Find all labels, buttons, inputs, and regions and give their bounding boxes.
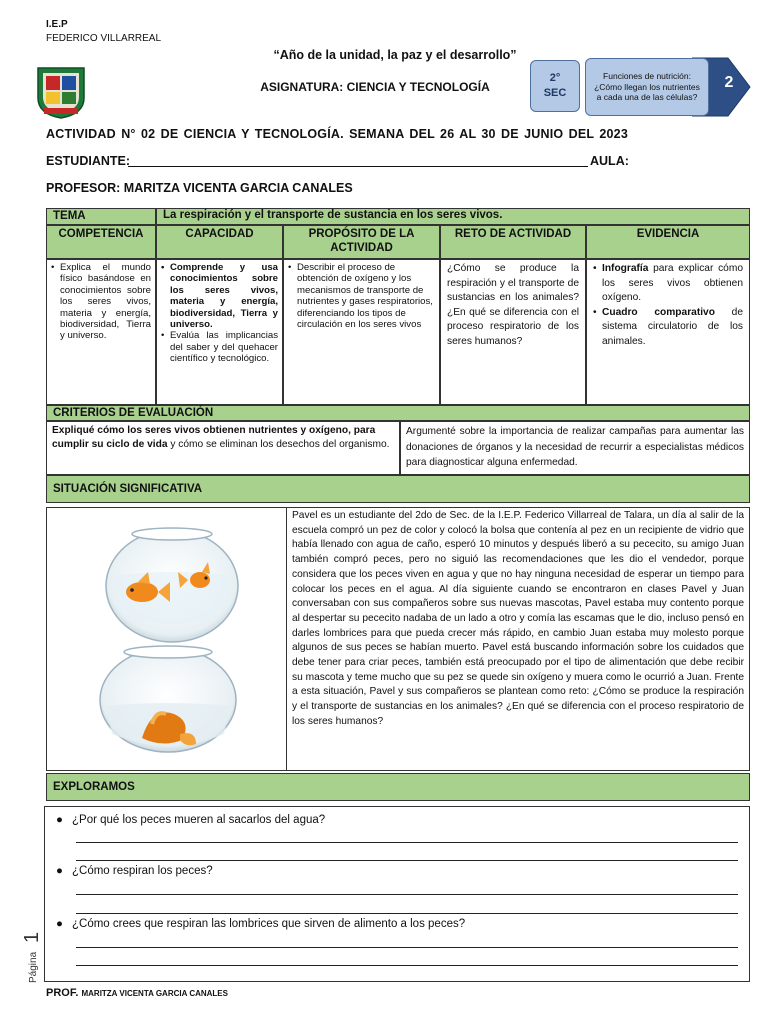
- header-capacidad: CAPACIDAD: [156, 225, 283, 259]
- competencia-text: • Explica el mundo físico basándose en conocimientos sobre los seres vivos, materia y energía, biodiversidad, Tierra y universo.: [51, 262, 151, 342]
- answer-line-2b[interactable]: [76, 913, 738, 914]
- answer-line-3a[interactable]: [76, 947, 738, 948]
- cell-proposito: [283, 259, 440, 405]
- header-competencia: COMPETENCIA: [46, 225, 156, 259]
- school-name: [46, 18, 161, 46]
- school-line-2: FEDERICO VILLARREAL: [46, 33, 162, 44]
- teacher-name: PROFESOR: MARITZA VICENTA GARCIA CANALES: [46, 181, 353, 195]
- fishbowl-healthy-image: [100, 520, 244, 644]
- aula-label: AULA:: [590, 154, 629, 168]
- capacidad-item-2: • Evalúa las implicancias del saber y del quehacer científico y tecnológico.: [161, 330, 278, 364]
- question-1-text: ¿Por qué los peces mueren al sacarlos del agua?: [72, 814, 326, 826]
- evidencia-2-bold: Cuadro comparativo: [602, 306, 715, 318]
- activity-title: ACTIVIDAD N° 02 DE CIENCIA Y TECNOLOGÍA. SEMANA DEL 26 AL 30 DE JUNIO DEL 2023: [46, 127, 628, 141]
- situacion-text: Pavel es un estudiante del 2do de Sec. de la I.E.P. Federico Villarreal de Talara, un día al salir de la escuela compró un pez de color y colocó la bolsa que contenía al pez en un recipiente de vidrio que había llenado con agua de caño, esperó 10 minutos y después liberó a su pececito, su amigo Juan también compró peces, pero no siguió las recomendaciones que les dio el vendedor, porque considera que los peces viven en agua y que no hay ninguna necesidad de esperar un tiempo para colocar los peces en el agua. Al día siguiente cuando se encontraron en clases Pavel y Juan conversaban con sus compañeros sobre sus nuevas mascotas, Pavel estaba muy contento porque al despertar su pececito nadaba de un lado a otro y comía las escamas que le dio, incluso pensó en darles lombrices para que pueda crecer más rápido, en cambio Juan estaba muy molesto porque algunos de sus peces se habían muerto. Pavel está buscando información sobre los cuidados que debe tener para criar peces, también está preocupado por el tipo de alimentación que debe recibir su mascota y teme mucho que su pez se quede sin oxígeno y muera como le ocurrió a Juan. Frente a esta situación, Pavel y sus compañeros se plantean como reto: ¿Cómo se produce la respiración y el transporte de sustancias en los animales? ¿En qué se diferencia con el proceso respiratorio de los seres humanos?: [292, 510, 744, 727]
- reto-text: ¿Cómo se produce la respiración y el transporte de sustancias en los animales? ¿En qué se diferencia con el proceso respiratorio de los seres humanos?: [447, 263, 579, 347]
- school-crest-icon: [34, 64, 88, 120]
- question-3-text: ¿Cómo crees que respiran las lombrices que sirven de alimento a los peces?: [72, 918, 466, 930]
- footer-prof: [46, 987, 228, 999]
- subject-title: ASIGNATURA: CIENCIA Y TECNOLOGÍA: [260, 80, 490, 94]
- answer-line-1b[interactable]: [76, 860, 738, 861]
- page-number: 1: [21, 931, 43, 943]
- footer-prof-name: MARITZA VICENTA GARCIA CANALES: [81, 989, 228, 998]
- proposito-text: • Describir el proceso de obtención de oxígeno y los mecanismos de transporte de nutrientes y gases respiratorios, diferenciando los tipos de circulación en los seres vivos: [288, 262, 435, 330]
- header-evidencia: EVIDENCIA: [586, 225, 750, 259]
- header-proposito: PROPÓSITO DE LA ACTIVIDAD: [283, 225, 440, 259]
- fishbowl-dead-image: [96, 644, 240, 756]
- evidencia-item-2: [593, 306, 743, 350]
- criterio-2: Argumenté sobre la importancia de realizar campañas para aumentar las donaciones de órganos y la necesidad de recurrir a especialistas médicos para diagnosticar alguna enfermedad.: [400, 421, 750, 475]
- cell-competencia: [46, 259, 156, 405]
- criterios-header: CRITERIOS DE EVALUACIÓN: [46, 405, 750, 421]
- student-label: ESTUDIANTE:: [46, 154, 131, 168]
- answer-line-1a[interactable]: [76, 842, 738, 843]
- page-number-label: [14, 915, 50, 985]
- question-2-text: ¿Cómo respiran los peces?: [72, 865, 213, 877]
- evidencia-1-rest: para explicar cómo los seres vivos obtienen oxígeno.: [602, 263, 743, 304]
- criterio-1-bold: Expliqué cómo los seres vivos obtienen nutrientes y oxígeno, para cumplir su ciclo de vida: [52, 425, 376, 450]
- footer-prof-label: PROF.: [46, 987, 79, 999]
- unit-title-badge: Funciones de nutrición: ¿Cómo llegan los nutrientes a cada una de las células?: [585, 58, 709, 116]
- evidencia-item-1: [593, 262, 743, 306]
- question-3: ● ¿Cómo crees que respiran las lombrices que sirven de alimento a los peces?: [56, 918, 466, 930]
- tema-value: La respiración y el transporte de sustancia en los seres vivos.: [156, 208, 750, 225]
- cell-evidencia: [586, 259, 750, 405]
- evidencia-1-bold: Infografía: [602, 263, 649, 274]
- school-line-1: I.E.P: [46, 19, 68, 30]
- criterio-1: [46, 421, 400, 475]
- tema-label: TEMA: [46, 208, 156, 225]
- student-name-line[interactable]: [128, 166, 588, 167]
- situacion-header: SITUACIÓN SIGNIFICATIVA: [46, 475, 750, 503]
- page-word: Página: [28, 951, 39, 983]
- answer-line-3b[interactable]: [76, 965, 738, 966]
- unit-number: 2: [724, 74, 734, 91]
- question-2: ● ¿Cómo respiran los peces?: [56, 865, 213, 877]
- grade-badge: 2° SEC: [530, 60, 580, 112]
- evidencia-2-rest: de sistema circulatorio de los animales.: [602, 306, 743, 347]
- question-1: ● ¿Por qué los peces mueren al sacarlos del agua?: [56, 814, 326, 826]
- cell-capacidad: [156, 259, 283, 405]
- capacidad-item-1: • Comprende y usa conocimientos sobre los seres vivos, materia y energía, biodiversidad, Tierra y universo.: [161, 262, 278, 330]
- criterio-1-rest: y cómo se eliminan los desechos del organismo.: [167, 438, 390, 450]
- exploramos-header: EXPLORAMOS: [46, 773, 750, 801]
- cell-reto: [440, 259, 586, 405]
- answer-line-2a[interactable]: [76, 894, 738, 895]
- header-reto: RETO DE ACTIVIDAD: [440, 225, 586, 259]
- situacion-divider: [286, 507, 287, 771]
- motto: “Año de la unidad, la paz y el desarrollo”: [273, 48, 517, 62]
